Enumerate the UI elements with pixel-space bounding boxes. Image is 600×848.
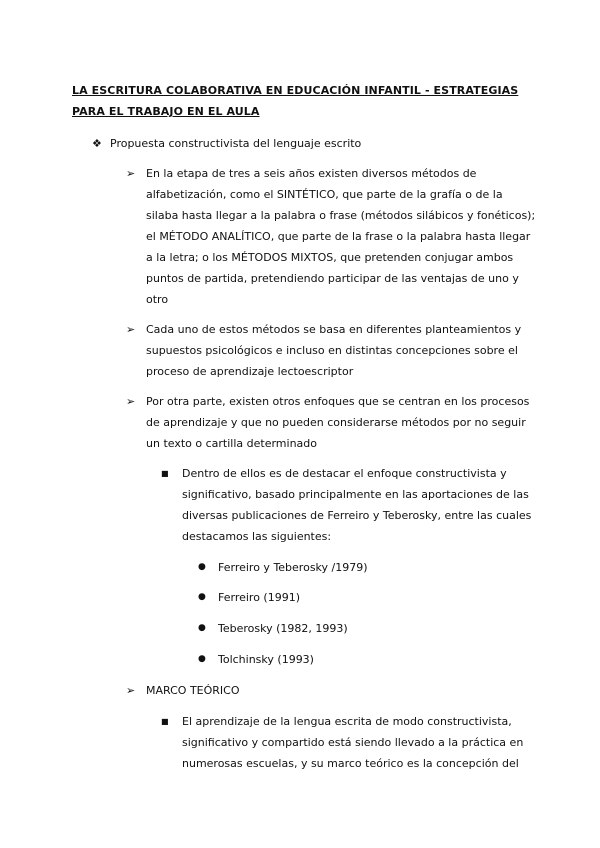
dot-bullet-icon: ● <box>198 654 206 664</box>
dot-bullet-icon: ● <box>198 623 206 633</box>
dot-bullet-icon: ● <box>198 562 206 572</box>
sub-paragraph-constructivist: Dentro de ellos es de destacar el enfoque constructivista y significativo, basado principalmente en las aportaciones de las diversas publicaciones de Ferreiro y Teberosky, entre las cuales destacamos las siguientes: <box>182 467 532 543</box>
diamond-bullet-icon: ❖ <box>92 137 102 150</box>
reference-item: Ferreiro y Teberosky /1979) <box>218 561 368 574</box>
reference-item: Teberosky (1982, 1993) <box>218 622 348 635</box>
arrow-bullet-icon: ➢ <box>126 167 136 180</box>
section-heading: Propuesta constructivista del lenguaje escrito <box>110 137 362 150</box>
arrow-bullet-icon: ➢ <box>126 323 136 336</box>
paragraph-other-approaches: Por otra parte, existen otros enfoques que se centran en los procesos de aprendizaje y que no pueden considerarse métodos por no seguir un texto o cartilla determinado <box>146 395 530 450</box>
page-title: LA ESCRITURA COLABORATIVA EN EDUCACIÓN INFANTIL - ESTRATEGIAS PARA EL TRABAJO EN EL AULA <box>72 84 519 118</box>
dot-bullet-icon: ● <box>198 592 206 602</box>
reference-item: Tolchinsky (1993) <box>218 653 314 666</box>
reference-item: Ferreiro (1991) <box>218 591 301 604</box>
paragraph-theoretical-framework: MARCO TEÓRICO <box>146 684 240 697</box>
arrow-bullet-icon: ➢ <box>126 395 136 408</box>
square-bullet-icon: ■ <box>161 717 169 726</box>
paragraph-approaches: Cada uno de estos métodos se basa en diferentes planteamientos y supuestos psicológicos e incluso en distintas concepciones sobre el proceso de aprendizaje lectoescriptor <box>146 323 522 378</box>
sub-paragraph-learning: El aprendizaje de la lengua escrita de modo constructivista, significativo y compartido está siendo llevado a la práctica en numerosas escuelas, y su marco teórico es la concepción del <box>182 715 524 770</box>
arrow-bullet-icon: ➢ <box>126 684 136 697</box>
paragraph-methods: En la etapa de tres a seis años existen diversos métodos de alfabetización, como el SINTÉTICO, que parte de la grafía o de la silaba hasta llegar a la palabra o frase (métodos silábicos y fonéticos); el MÉTODO ANALÍTICO, que parte de la frase o la palabra hasta llegar a la letra; o los MÉTODOS MIXTOS, que pretenden conjugar ambos puntos de partida, pretendiendo participar de las ventajas de uno y otro <box>146 167 536 306</box>
square-bullet-icon: ■ <box>161 469 169 478</box>
